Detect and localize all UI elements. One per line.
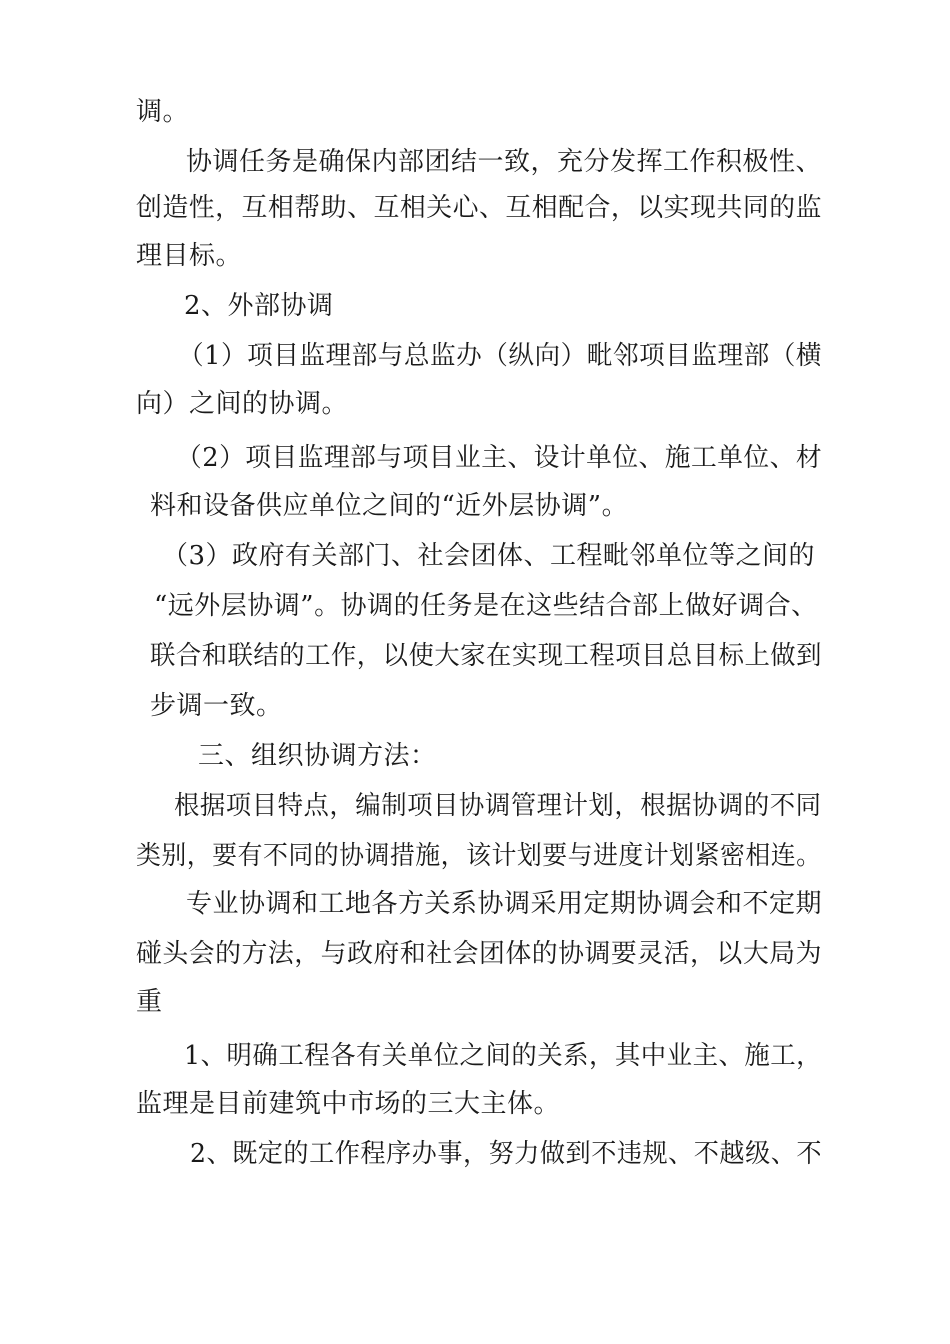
text-line: 创造性，互相帮助、互相关心、互相配合，以实现共同的监: [136, 193, 822, 223]
text-line: 2、外部协调: [184, 291, 334, 321]
text-line: 类别，要有不同的协调措施，该计划要与进度计划紧密相连。: [136, 841, 822, 871]
text-line: 向）之间的协调。: [136, 389, 349, 419]
text-line: 专业协调和工地各方关系协调采用定期协调会和不定期: [186, 889, 823, 919]
text-line: 联合和联结的工作，以使大家在实现工程项目总目标上做到: [150, 641, 822, 671]
text-line: 1、明确工程各有关单位之间的关系，其中业主、施工，: [184, 1041, 823, 1071]
text-line: 调。: [136, 97, 190, 127]
text-line: “远外层协调”。协调的任务是在这些结合部上做好调合、: [154, 591, 818, 621]
text-line: 重: [136, 987, 163, 1017]
text-line: 碰头会的方法，与政府和社会团体的协调要灵活，以大局为: [136, 939, 822, 969]
text-line: （3）政府有关部门、社会团体、工程毗邻单位等之间的: [162, 541, 816, 571]
text-line: （2）项目监理部与项目业主、设计单位、施工单位、材: [176, 443, 823, 473]
text-line: 步调一致。: [150, 691, 283, 721]
text-line: 协调任务是确保内部团结一致，充分发挥工作积极性、: [186, 147, 823, 177]
text-line: 监理是目前建筑中市场的三大主体。: [136, 1089, 561, 1119]
text-line: 料和设备供应单位之间的“近外层协调”。: [150, 491, 629, 521]
text-line: 2、既定的工作程序办事，努力做到不违规、不越级、不: [190, 1139, 823, 1169]
section-heading: 三、组织协调方法：: [198, 741, 437, 771]
text-line: （1）项目监理部与总监办（纵向）毗邻项目监理部（横: [178, 341, 823, 371]
text-line: 理目标。: [136, 241, 243, 271]
text-line: 根据项目特点，编制项目协调管理计划，根据协调的不同: [174, 791, 822, 821]
